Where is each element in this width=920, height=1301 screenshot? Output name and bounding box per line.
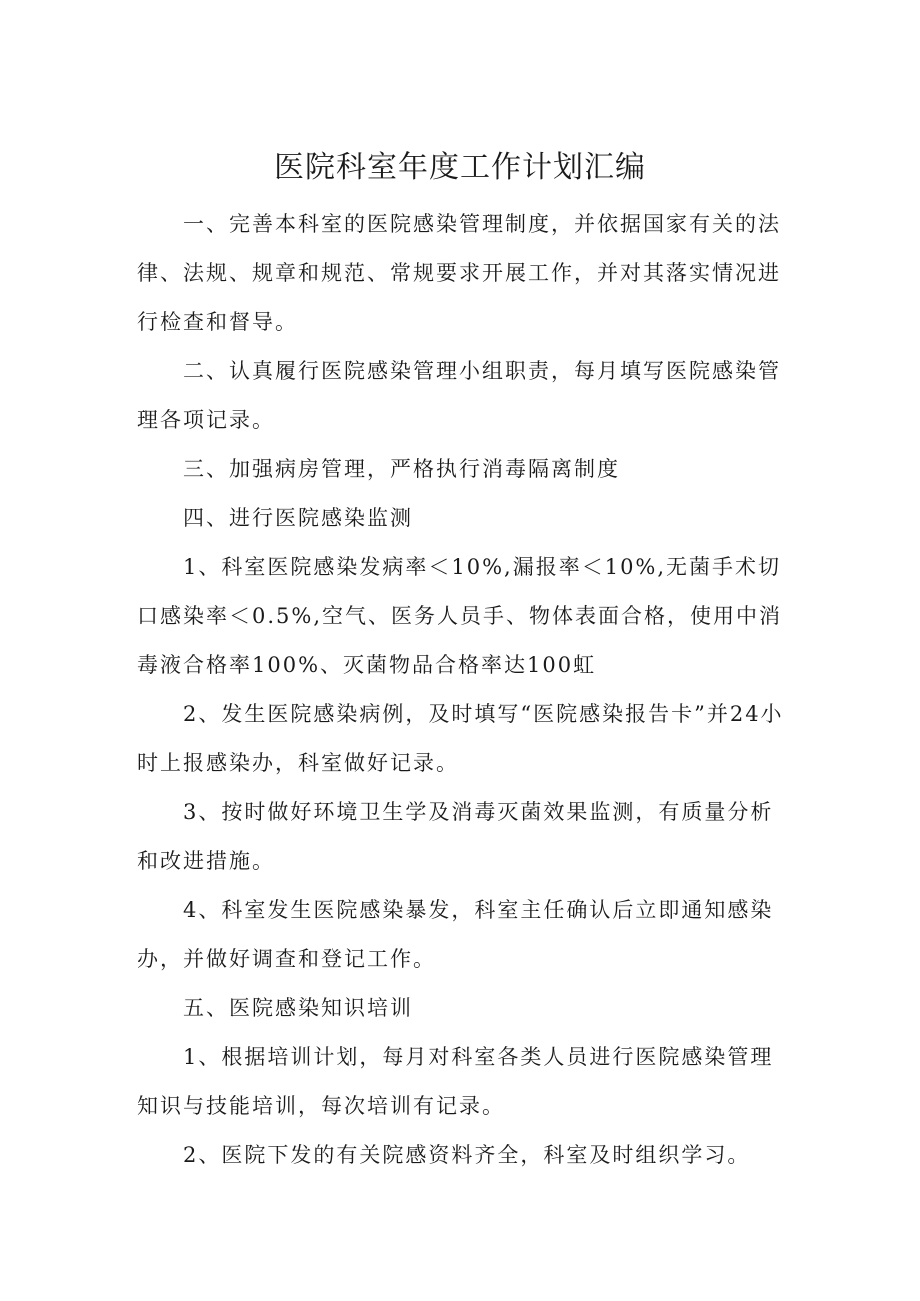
paragraph-2: 二、认真履行医院感染管理小组职责，每月填写医院感染管理各项记录。: [137, 359, 781, 432]
paragraph-7: 3、按时做好环境卫生学及消毒灭菌效果监测，有质量分析和改进措施。: [137, 800, 774, 873]
paragraph-11: 2、医院下发的有关院感资料齐全，科室及时组织学习。: [183, 1143, 751, 1167]
paragraph-4: 四、进行医院感染监测: [183, 506, 413, 530]
paragraph-8: 4、科室发生医院感染暴发，科室主任确认后立即通知感染办，并做好调查和登记工作。: [137, 898, 774, 971]
document-body: [137, 200, 793, 1180]
document-title: 医院科室年度工作计划汇编: [274, 150, 646, 185]
paragraph-5: 1、科室医院感染发病率＜10%,漏报率＜10%,无菌手术切口感染率＜0.5%,空气、医务人员手、物体表面合格，使用中消毒液合格率100%、灭菌物品合格率达100虹: [137, 555, 783, 677]
paragraph-1: 一、完善本科室的医院感染管理制度，并依据国家有关的法律、法规、规章和规范、常规要求开展工作，并对其落实情况进行检查和督导。: [137, 212, 781, 334]
paragraph-3: 三、加强病房管理，严格执行消毒隔离制度: [183, 457, 620, 481]
paragraph-9: 五、医院感染知识培训: [183, 996, 413, 1020]
paragraph-10: 1、根据培训计划，每月对科室各类人员进行医院感染管理知识与技能培训，每次培训有记录。: [137, 1045, 774, 1118]
paragraph-6: 2、发生医院感染病例，及时填写“医院感染报告卡”并24小时上报感染办，科室做好记录。: [137, 702, 784, 775]
